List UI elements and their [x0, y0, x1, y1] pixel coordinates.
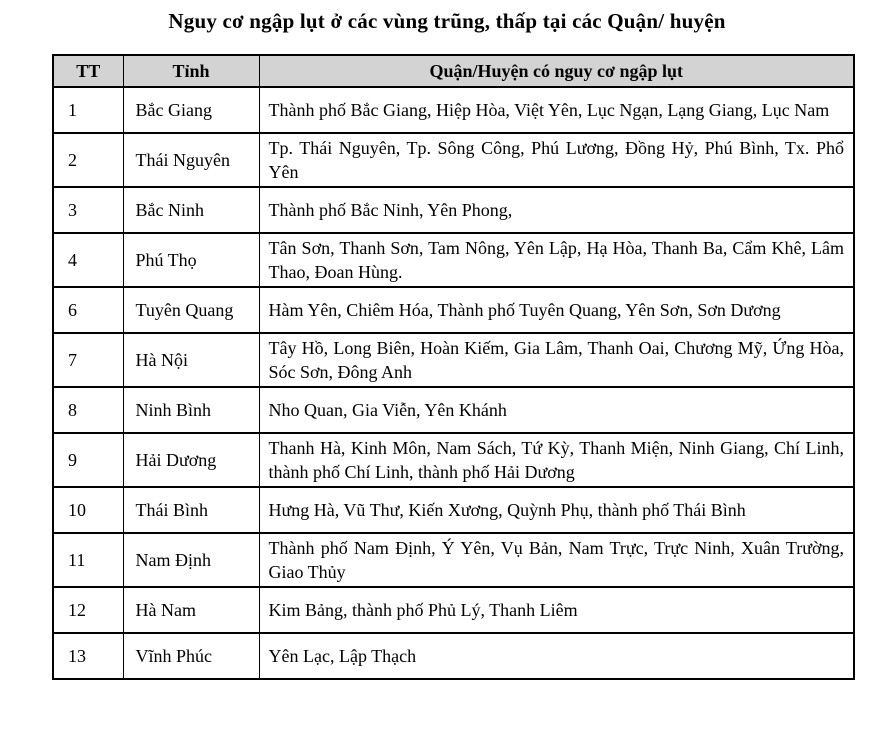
districts-cell: Tây Hồ, Long Biên, Hoàn Kiếm, Gia Lâm, Thanh Oai, Chương Mỹ, Ứng Hòa, Sóc Sơn, Đông Anh: [259, 333, 854, 387]
table-row: [53, 187, 854, 233]
table-row: [53, 487, 854, 533]
districts-cell: Kim Bảng, thành phố Phủ Lý, Thanh Liêm: [259, 587, 854, 633]
districts-cell: Tp. Thái Nguyên, Tp. Sông Công, Phú Lương, Đồng Hỷ, Phú Bình, Tx. Phổ Yên: [259, 133, 854, 187]
province-cell: Bắc Ninh: [123, 187, 259, 233]
table-row: [53, 333, 854, 387]
table-row: [53, 233, 854, 287]
row-number-cell: 11: [53, 533, 123, 587]
districts-cell: Hàm Yên, Chiêm Hóa, Thành phố Tuyên Quang, Yên Sơn, Sơn Dương: [259, 287, 854, 333]
table-row: [53, 533, 854, 587]
row-number-cell: 9: [53, 433, 123, 487]
row-number-cell: 7: [53, 333, 123, 387]
table-row: [53, 133, 854, 187]
row-number-cell: 10: [53, 487, 123, 533]
row-number-cell: 12: [53, 587, 123, 633]
table-body: [53, 87, 854, 679]
row-number-cell: 3: [53, 187, 123, 233]
page-title: Nguy cơ ngập lụt ở các vùng trũng, thấp tại các Quận/ huyện: [168, 9, 726, 33]
districts-cell: Thành phố Bắc Ninh, Yên Phong,: [259, 187, 854, 233]
table-row: [53, 87, 854, 133]
table-row: [53, 433, 854, 487]
province-cell: Nam Định: [123, 533, 259, 587]
row-number-cell: 4: [53, 233, 123, 287]
districts-cell: Nho Quan, Gia Viễn, Yên Khánh: [259, 387, 854, 433]
districts-cell: Thanh Hà, Kinh Môn, Nam Sách, Tứ Kỳ, Thanh Miện, Ninh Giang, Chí Linh, thành phố Chí Linh, thành phố Hải Dương: [259, 433, 854, 487]
province-cell: Tuyên Quang: [123, 287, 259, 333]
column-header-tt: TT: [53, 55, 123, 87]
districts-cell: Thành phố Bắc Giang, Hiệp Hòa, Việt Yên, Lục Ngạn, Lạng Giang, Lục Nam: [259, 87, 854, 133]
table-row: [53, 287, 854, 333]
row-number-cell: 13: [53, 633, 123, 679]
row-number-cell: 6: [53, 287, 123, 333]
table-row: [53, 633, 854, 679]
row-number-cell: 2: [53, 133, 123, 187]
row-number-cell: 8: [53, 387, 123, 433]
province-cell: Ninh Bình: [123, 387, 259, 433]
table-header-row: [53, 55, 854, 87]
table-row: [53, 387, 854, 433]
province-cell: Thái Nguyên: [123, 133, 259, 187]
province-cell: Vĩnh Phúc: [123, 633, 259, 679]
flood-risk-table: [52, 54, 855, 680]
districts-cell: Hưng Hà, Vũ Thư, Kiến Xương, Quỳnh Phụ, thành phố Thái Bình: [259, 487, 854, 533]
districts-cell: Tân Sơn, Thanh Sơn, Tam Nông, Yên Lập, Hạ Hòa, Thanh Ba, Cẩm Khê, Lâm Thao, Đoan Hùng.: [259, 233, 854, 287]
column-header-tinh: Tỉnh: [123, 55, 259, 87]
table-row: [53, 587, 854, 633]
column-header-quan-huyen: Quận/Huyện có nguy cơ ngập lụt: [259, 55, 854, 87]
province-cell: Hà Nội: [123, 333, 259, 387]
province-cell: Hà Nam: [123, 587, 259, 633]
province-cell: Hải Dương: [123, 433, 259, 487]
province-cell: Phú Thọ: [123, 233, 259, 287]
province-cell: Thái Bình: [123, 487, 259, 533]
row-number-cell: 1: [53, 87, 123, 133]
districts-cell: Yên Lạc, Lập Thạch: [259, 633, 854, 679]
province-cell: Bắc Giang: [123, 87, 259, 133]
districts-cell: Thành phố Nam Định, Ý Yên, Vụ Bản, Nam Trực, Trực Ninh, Xuân Trường, Giao Thủy: [259, 533, 854, 587]
